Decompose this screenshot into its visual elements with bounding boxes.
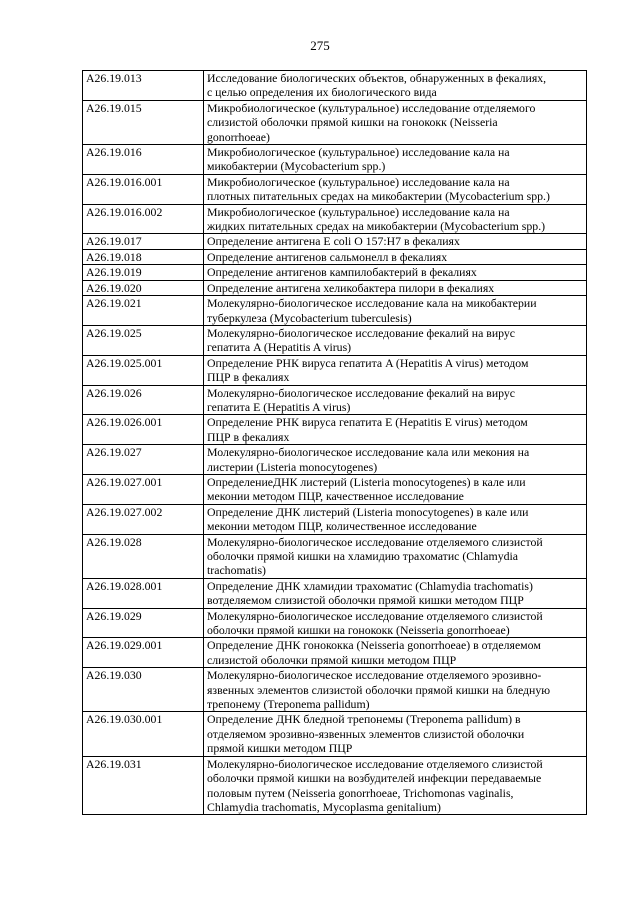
table-row (83, 668, 587, 712)
service-code-cell: A26.19.017 (83, 234, 204, 249)
service-description-cell: ОпределениеДНК листерий (Listeria monocytogenes) в кале или меконии методом ПЦР, качественное исследование (204, 474, 587, 504)
service-code-cell: A26.19.015 (83, 100, 204, 144)
table-row (83, 534, 587, 578)
service-description-cell: Молекулярно-биологическое исследование отделяемого слизистой оболочки прямой кишки на гонококк (Neisseria gonorrhoeae) (204, 608, 587, 638)
service-description-cell: Определение ДНК хламидии трахоматис (Chlamydia trachomatis) вотделяемом слизистой оболочки прямой кишки методом ПЦР (204, 578, 587, 608)
table-row (83, 355, 587, 385)
service-code-cell: A26.19.028 (83, 534, 204, 578)
service-description-cell: Определение ДНК листерий (Listeria monocytogenes) в кале или меконии методом ПЦР, количественное исследование (204, 504, 587, 534)
table-row (83, 265, 587, 280)
table-row (83, 174, 587, 204)
service-code-cell: A26.19.030.001 (83, 712, 204, 756)
service-description-cell: Определение антигена хеликобактера пилори в фекалиях (204, 280, 587, 295)
service-code-cell: A26.19.027 (83, 445, 204, 475)
table-row (83, 280, 587, 295)
table-row (83, 71, 587, 101)
service-code-cell: A26.19.027.001 (83, 474, 204, 504)
service-code-cell: A26.19.029.001 (83, 638, 204, 668)
service-description-cell: Микробиологическое (культуральное) исследование кала на микобактерии (Mycobacterium spp.) (204, 145, 587, 175)
table-row (83, 756, 587, 815)
table-row (83, 204, 587, 234)
table-row (83, 578, 587, 608)
service-description-cell: Определение антигенов сальмонелл в фекалиях (204, 249, 587, 264)
table-row (83, 608, 587, 638)
service-description-cell: Микробиологическое (культуральное) исследование кала на жидких питательных средах на микобактерии (Mycobacterium spp.) (204, 204, 587, 234)
service-code-cell: A26.19.018 (83, 249, 204, 264)
service-description-cell: Определение антигена E coli O 157:H7 в фекалиях (204, 234, 587, 249)
service-description-cell: Микробиологическое (культуральное) исследование отделяемого слизистой оболочки прямой кишки на гонококк (Neisseria gonorrhoeae) (204, 100, 587, 144)
service-description-cell: Молекулярно-биологическое исследование отделяемого слизистой оболочки прямой кишки на возбудителей инфекции передаваемые половым путем (Neisseria gonorrhoeae, Trichomonas vaginalis, Chlamydia trachomatis, Mycoplasma genitalium) (204, 756, 587, 815)
service-code-cell: A26.19.020 (83, 280, 204, 295)
service-code-cell: A26.19.016 (83, 145, 204, 175)
service-description-cell: Определение ДНК гонококка (Neisseria gonorrhoeae) в отделяемом слизистой оболочки прямой кишки методом ПЦР (204, 638, 587, 668)
service-code-cell: A26.19.027.002 (83, 504, 204, 534)
service-code-cell: A26.19.019 (83, 265, 204, 280)
service-code-cell: A26.19.013 (83, 71, 204, 101)
service-description-cell: Исследование биологических объектов, обнаруженных в фекалиях, с целью определения их биологического вида (204, 71, 587, 101)
table-row (83, 712, 587, 756)
service-code-cell: A26.19.030 (83, 668, 204, 712)
table-row (83, 504, 587, 534)
table-row (83, 638, 587, 668)
table-row (83, 296, 587, 326)
page-number: 275 (310, 38, 330, 53)
service-code-cell: A26.19.028.001 (83, 578, 204, 608)
table-row (83, 325, 587, 355)
table-row (83, 145, 587, 175)
service-description-cell: Определение ДНК бледной трепонемы (Treponema pallidum) в отделяемом эрозивно-язвенных элементов слизистой оболочки прямой кишки методом ПЦР (204, 712, 587, 756)
table-row (83, 249, 587, 264)
table-row (83, 415, 587, 445)
service-code-cell: A26.19.025.001 (83, 355, 204, 385)
table-row (83, 100, 587, 144)
table-row (83, 385, 587, 415)
table-body (83, 71, 587, 815)
service-code-cell: A26.19.025 (83, 325, 204, 355)
service-description-cell: Определение антигенов кампилобактерий в фекалиях (204, 265, 587, 280)
service-description-cell: Молекулярно-биологическое исследование фекалий на вирус гепатита E (Hepatitis A virus) (204, 385, 587, 415)
service-description-cell: Молекулярно-биологическое исследование кала на микобактерии туберкулеза (Mycobacterium tuberculesis) (204, 296, 587, 326)
service-description-cell: Молекулярно-биологическое исследование отделяемого слизистой оболочки прямой кишки на хламидию трахоматис (Chlamydia trachomatis) (204, 534, 587, 578)
service-description-cell: Молекулярно-биологическое исследование отделяемого эрозивно- язвенных элементов слизистой оболочки прямой кишки на бледную трепонему (Treponema pallidum) (204, 668, 587, 712)
service-description-cell: Молекулярно-биологическое исследование кала или мекония на листерии (Listeria monocytogenes) (204, 445, 587, 475)
service-description-cell: Микробиологическое (культуральное) исследование кала на плотных питательных средах на микобактерии (Mycobacterium spp.) (204, 174, 587, 204)
table-row (83, 445, 587, 475)
service-code-cell: A26.19.026.001 (83, 415, 204, 445)
service-code-cell: A26.19.021 (83, 296, 204, 326)
table-row (83, 474, 587, 504)
service-code-cell: A26.19.031 (83, 756, 204, 815)
service-codes-table (82, 70, 587, 815)
table-row (83, 234, 587, 249)
service-description-cell: Определение РНК вируса гепатита A (Hepatitis A virus) методом ПЦР в фекалиях (204, 355, 587, 385)
service-code-cell: A26.19.026 (83, 385, 204, 415)
service-description-cell: Молекулярно-биологическое исследование фекалий на вирус гепатита A (Hepatitis A virus) (204, 325, 587, 355)
service-code-cell: A26.19.016.001 (83, 174, 204, 204)
service-code-cell: A26.19.016.002 (83, 204, 204, 234)
service-code-cell: A26.19.029 (83, 608, 204, 638)
service-description-cell: Определение РНК вируса гепатита E (Hepatitis E virus) методом ПЦР в фекалиях (204, 415, 587, 445)
